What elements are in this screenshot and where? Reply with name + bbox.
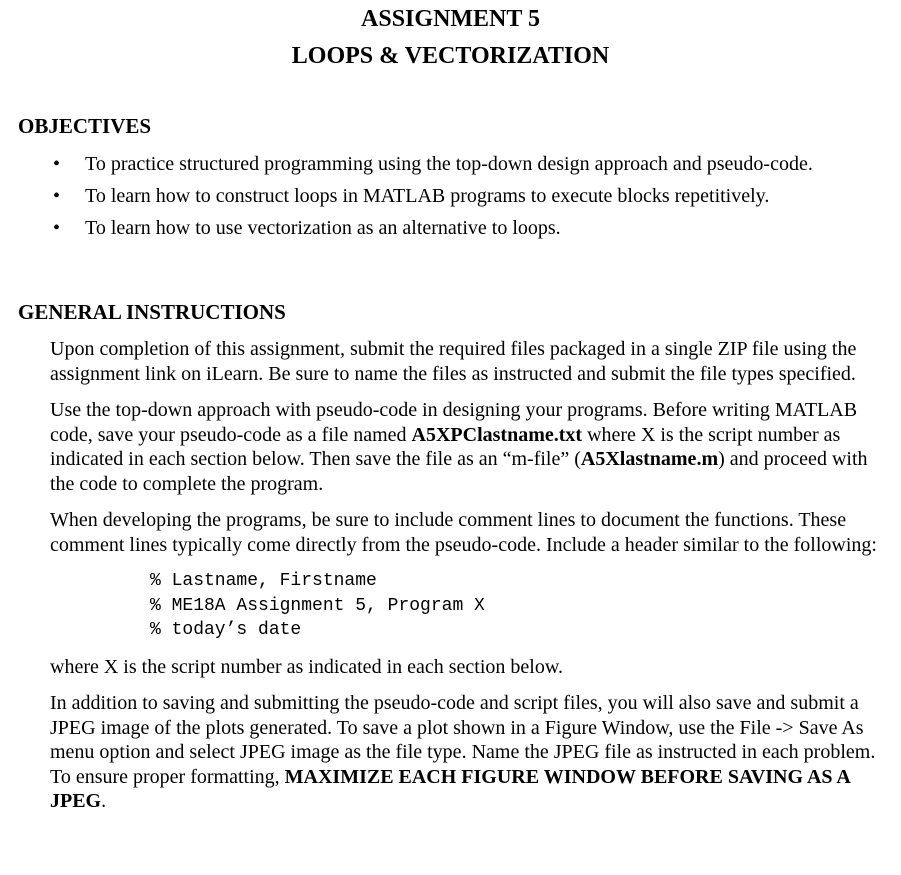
text: . <box>101 790 107 812</box>
assignment-subtitle: LOOPS & VECTORIZATION <box>291 43 610 69</box>
text: In addition to saving and submitting the pseudo-code and script files, you will also save and submit a JPEG image of the plots generated. To save a plot shown in a Figure Window, use the File -> Save As menu option and select JPEG image as the file type. Name the JPEG file as instructed in each problem. To ensure proper formatting, <box>50 692 876 788</box>
objectives-list <box>50 152 850 248</box>
objective-text: To learn how to use vectorization as an alternative to loops. <box>85 217 561 239</box>
objective-item <box>50 216 850 241</box>
bullet-icon: • <box>53 153 61 175</box>
objectives-heading: OBJECTIVES <box>18 114 152 138</box>
pseudo-code-paragraph <box>50 398 880 496</box>
text: where X is the script number as indicated in each section below. Then save the file as an “m-file” ( <box>50 423 841 470</box>
code-line: % today’s date <box>150 620 302 640</box>
submission-paragraph: Upon completion of this assignment, submit the required files packaged in a single ZIP file using the assignment link on iLearn. Be sure to name the files as instructed and submit the file types specified. <box>50 338 857 385</box>
text: Use the top-down approach with pseudo-code in designing your programs. Before writing MATLAB code, save your pseudo-code as a file named <box>50 399 858 446</box>
objective-text: To practice structured programming using the top-down design approach and pseudo-code. <box>85 153 813 175</box>
header-code-block <box>150 569 880 643</box>
assignment-title: ASSIGNMENT 5 <box>361 6 540 32</box>
comments-paragraph: When developing the programs, be sure to include comment lines to document the functions. These comment lines typically come directly from the pseudo-code. Include a header similar to the following: <box>50 509 877 556</box>
objective-text: To learn how to construct loops in MATLAB programs to execute blocks repetitively. <box>85 185 770 207</box>
code-line: % ME18A Assignment 5, Program X <box>150 595 485 616</box>
script-number-note: where X is the script number as indicated in each section below. <box>50 655 563 678</box>
bullet-icon: • <box>53 217 61 239</box>
pseudo-code-filename: A5XPClastname.txt <box>411 423 583 446</box>
bullet-icon: • <box>53 185 61 207</box>
objective-item <box>50 184 850 209</box>
general-instructions-body <box>50 337 880 826</box>
code-line: % Lastname, Firstname <box>150 571 377 591</box>
general-instructions-heading: GENERAL INSTRUCTIONS <box>18 300 286 324</box>
m-file-filename: A5Xlastname.m <box>580 448 719 470</box>
text: ) and proceed with the code to complete the program. <box>50 448 868 495</box>
objective-item <box>50 152 850 177</box>
maximize-warning: MAXIMIZE EACH FIGURE WINDOW BEFORE SAVING AS A JPEG <box>50 765 850 812</box>
jpeg-paragraph <box>50 691 880 814</box>
